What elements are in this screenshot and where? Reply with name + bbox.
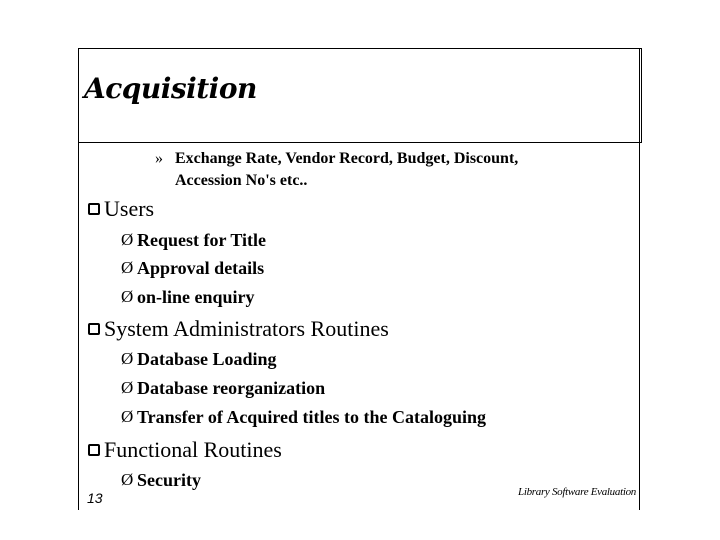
section-heading-label: Users xyxy=(104,196,155,221)
section-heading-users xyxy=(88,196,154,222)
footer-text: Library Software Evaluation xyxy=(518,486,636,498)
checkbox-square-icon xyxy=(88,444,100,456)
checkbox-square-icon xyxy=(88,323,100,335)
section-heading-functional xyxy=(88,437,282,463)
list-item xyxy=(121,406,486,428)
list-item xyxy=(121,348,277,370)
list-item-label: Transfer of Acquired titles to the Cataloguing xyxy=(137,407,486,427)
list-item-label: Security xyxy=(137,470,201,490)
section-heading-label: System Administrators Routines xyxy=(104,316,389,341)
sub-bullet-line-1: Exchange Rate, Vendor Record, Budget, Discount, xyxy=(175,150,519,167)
list-item xyxy=(121,377,325,399)
arrow-right-icon: Ø xyxy=(121,470,134,489)
list-item-label: Request for Title xyxy=(137,230,266,250)
list-item-label: Database reorganization xyxy=(137,378,326,398)
list-item xyxy=(121,257,264,279)
arrow-right-icon: Ø xyxy=(121,349,134,368)
list-item xyxy=(121,469,201,491)
sub-bullet-line-2: Accession No's etc.. xyxy=(175,172,308,189)
checkbox-square-icon xyxy=(88,203,100,215)
list-item xyxy=(121,229,266,251)
section-heading-sysadmin xyxy=(88,316,389,342)
page-number: 13 xyxy=(87,490,103,506)
title-divider xyxy=(78,142,641,143)
arrow-right-icon: Ø xyxy=(121,407,134,426)
double-chevron-icon: » xyxy=(155,150,163,167)
arrow-right-icon: Ø xyxy=(121,230,134,249)
list-item-label: Approval details xyxy=(137,258,265,278)
section-heading-label: Functional Routines xyxy=(104,437,282,462)
slide-title: Acquisition xyxy=(84,72,257,105)
list-item-label: on-line enquiry xyxy=(137,287,255,307)
arrow-right-icon: Ø xyxy=(121,378,134,397)
sub-bullet xyxy=(155,148,518,192)
arrow-right-icon: Ø xyxy=(121,258,134,277)
list-item xyxy=(121,286,255,308)
arrow-right-icon: Ø xyxy=(121,287,134,306)
list-item-label: Database Loading xyxy=(137,349,277,369)
